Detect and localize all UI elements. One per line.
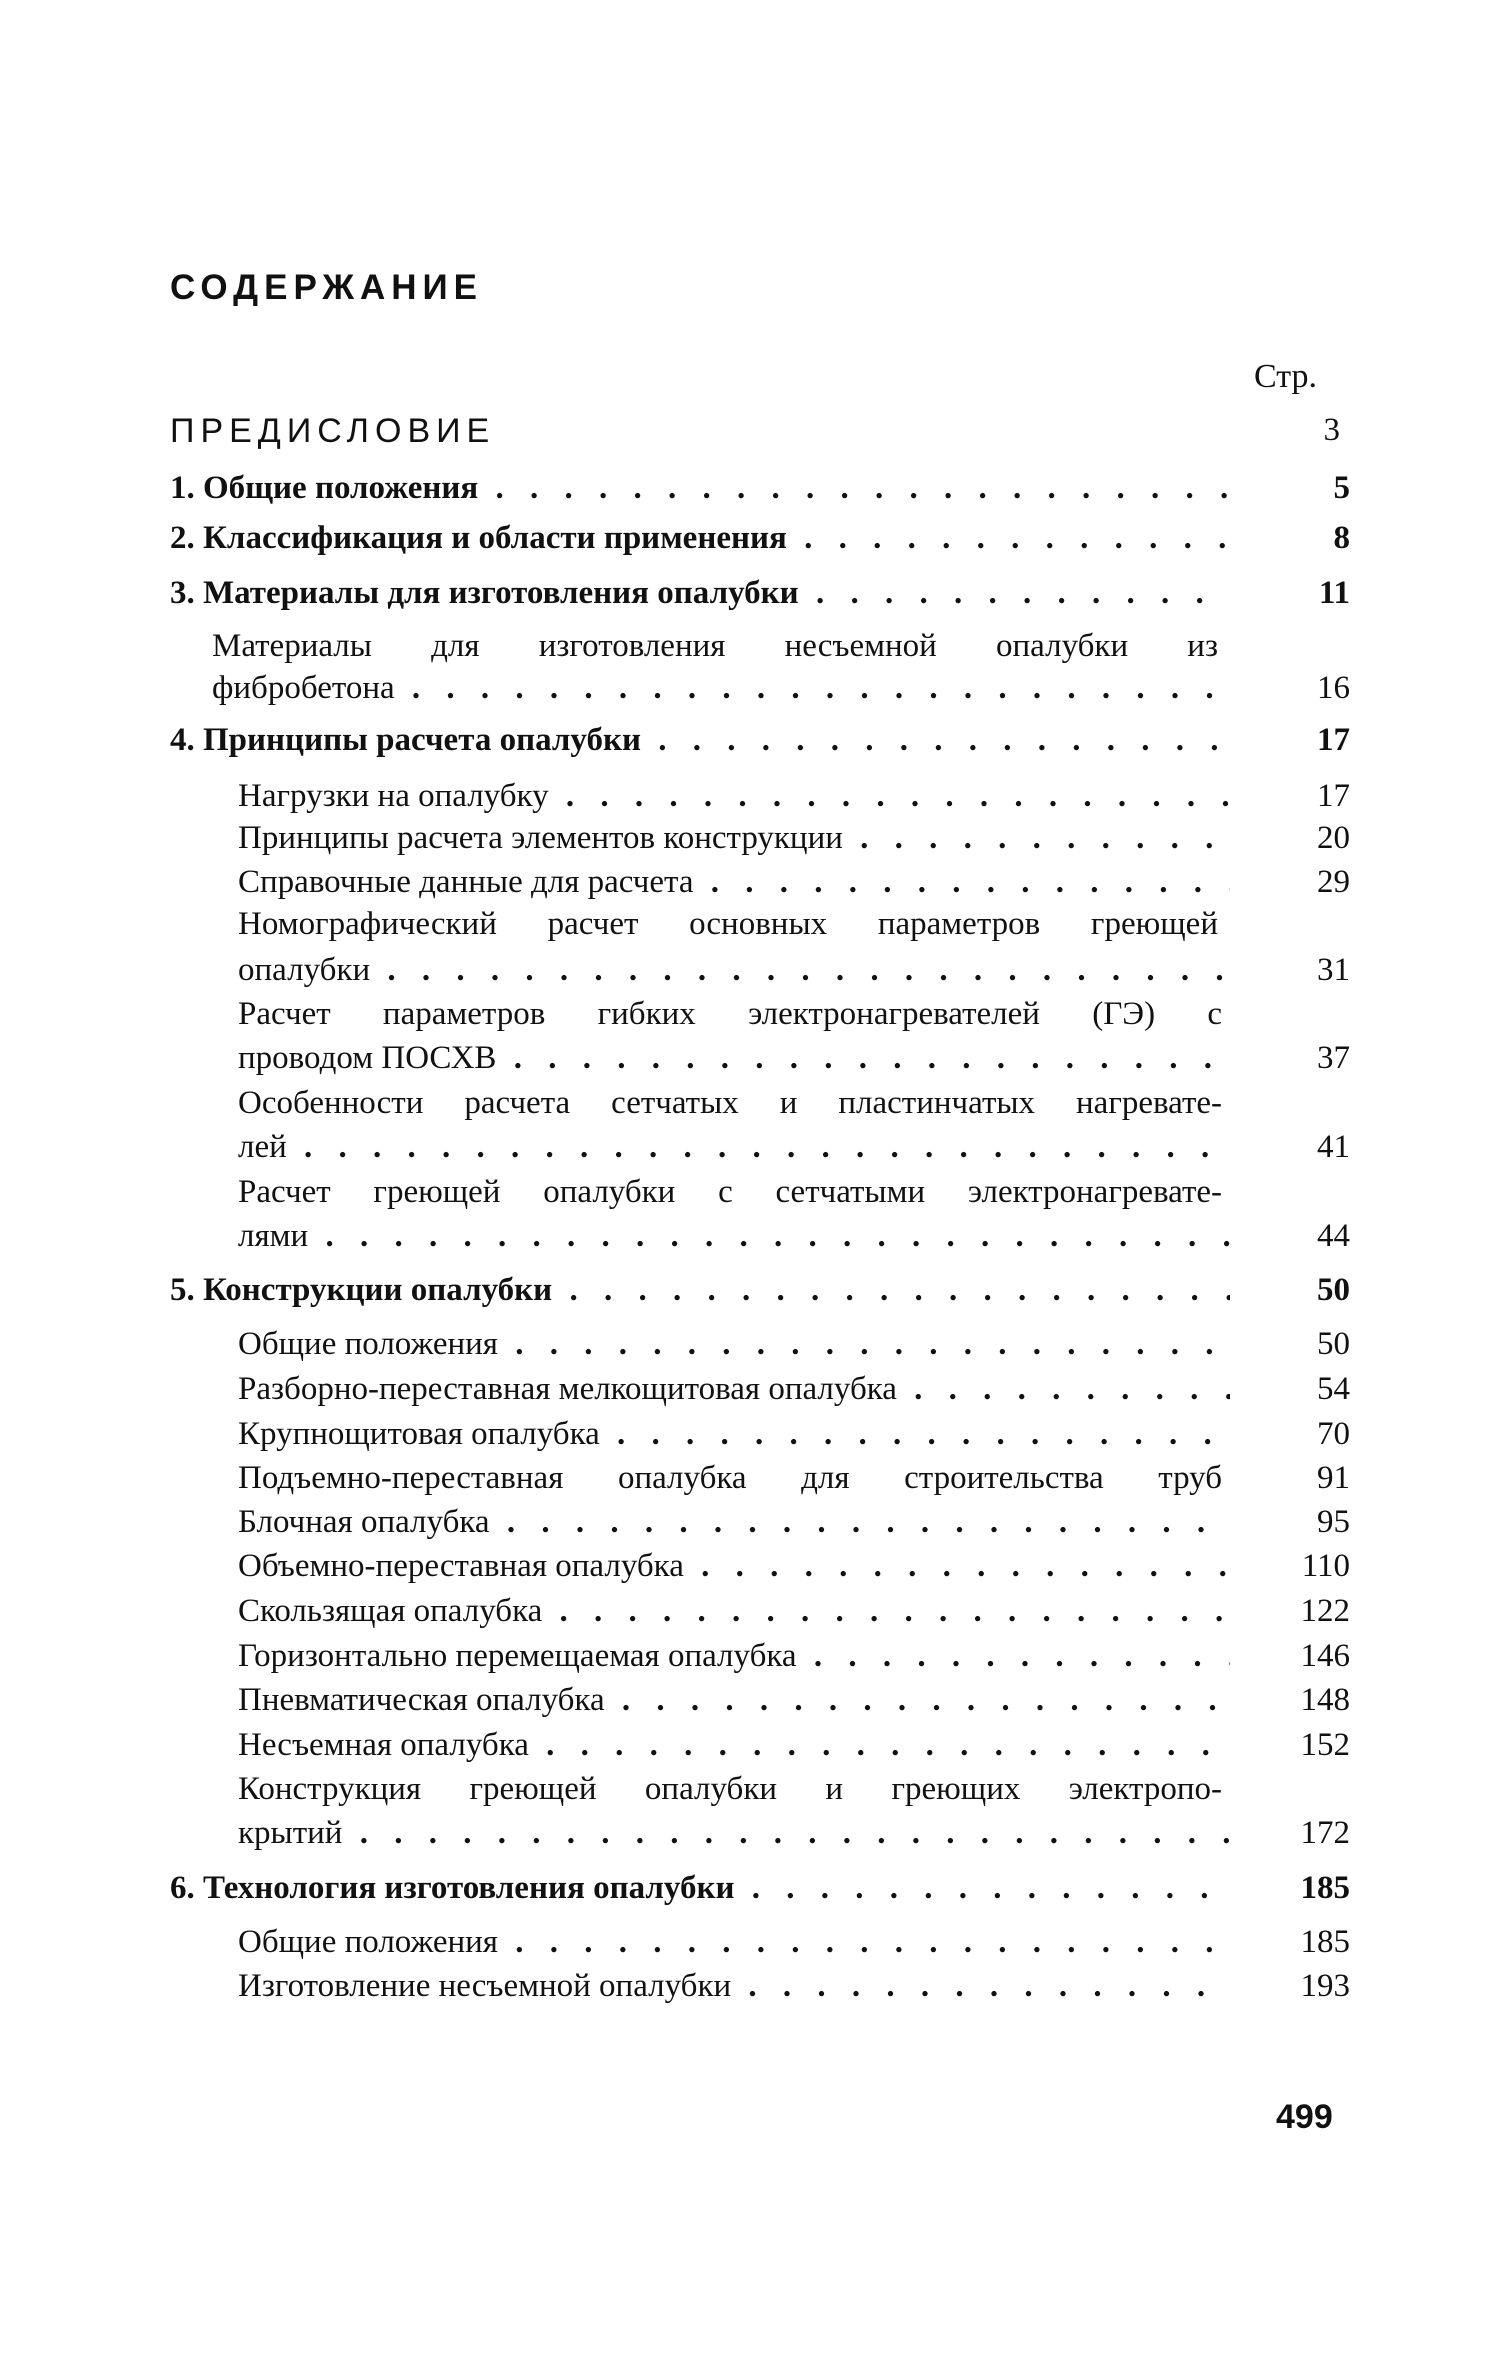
toc-entry-page: 41: [1317, 1129, 1350, 1165]
toc-entry-page: 44: [1317, 1218, 1350, 1254]
toc-entry-title: Несъемная опалубка: [238, 1727, 529, 1763]
toc-entry-title: 1. Общие положения: [170, 470, 479, 506]
toc-entry-page: 95: [1317, 1504, 1350, 1540]
toc-entry-title: Блочная опалубка: [238, 1504, 490, 1540]
toc-entry-page: 50: [1317, 1272, 1350, 1308]
toc-entry-title: 2. Классификация и области применения: [170, 520, 787, 556]
toc-entry-title: Справочные данные для расчета: [238, 864, 694, 900]
toc-entry-page: 17: [1317, 778, 1350, 814]
toc-entry-title: Нагрузки на опалубку: [238, 778, 549, 814]
toc-entry-page: 5: [1333, 470, 1350, 506]
toc-entry-title: крытий: [238, 1815, 343, 1851]
toc-entry-title: Горизонтально перемещаемая опалубка: [238, 1638, 797, 1674]
toc-entry-title-line1: Материалы для изготовления несъемной опалубки из: [212, 628, 1218, 664]
toc-entry-title: 3. Материалы для изготовления опалубки: [170, 575, 799, 611]
toc-entry-title: 4. Принципы расчета опалубки: [170, 722, 641, 758]
toc-entry-page: 31: [1317, 952, 1350, 988]
toc-entry-page: 172: [1300, 1815, 1350, 1851]
preface-entry[interactable]: [170, 412, 1350, 460]
toc-entry-page: 8: [1333, 520, 1350, 556]
toc-entry-page: 152: [1300, 1727, 1350, 1763]
toc-entry-page: 17: [1317, 722, 1350, 758]
toc-entry-title: фибробетона: [212, 670, 395, 706]
toc-entry-title: проводом ПОСХВ: [238, 1040, 497, 1076]
toc-entry-title-line1: Конструкция греющей опалубки и греющих электропо-: [238, 1771, 1222, 1807]
toc-entry-page: 50: [1317, 1326, 1350, 1362]
toc-entry-title: Подъемно-переставная опалубка для строительства труб: [238, 1460, 1222, 1496]
toc-entry-title-line1: Расчет параметров гибких электронагревателей (ГЭ) с: [238, 996, 1222, 1032]
toc-entry-title: 6. Технология изготовления опалубки: [170, 1870, 735, 1906]
toc-entry-page: 185: [1300, 1870, 1350, 1906]
toc-entry-page: 110: [1301, 1548, 1350, 1584]
toc-entry-page: 70: [1317, 1416, 1350, 1452]
toc-entry-page: 20: [1317, 820, 1350, 856]
page-number: 499: [1276, 2098, 1333, 2136]
toc-entry-page: 122: [1300, 1593, 1350, 1629]
toc-entry-title: лями: [238, 1218, 309, 1254]
toc-entry-title: Скользящая опалубка: [238, 1593, 543, 1629]
toc-entry-page: 148: [1300, 1682, 1350, 1718]
preface-page: 3: [1323, 412, 1340, 448]
toc-entry-title: Пневматическая опалубка: [238, 1682, 605, 1718]
toc-entry-title: Изготовление несъемной опалубки: [238, 1968, 732, 2004]
page-title: СОДЕРЖАНИЕ: [170, 268, 484, 307]
toc-entry-title: Общие положения: [238, 1326, 498, 1362]
preface-label: ПРЕДИСЛОВИЕ: [170, 412, 496, 450]
toc-entry-title: Принципы расчета элементов конструкции: [238, 820, 843, 856]
toc-entry-title: Общие положения: [238, 1924, 498, 1960]
toc-entry-title: Разборно-переставная мелкощитовая опалубка: [238, 1371, 897, 1407]
toc-entry-page: 91: [1317, 1460, 1350, 1496]
toc-entry-title-line1: Расчет греющей опалубки с сетчатыми электронагревате-: [238, 1174, 1222, 1210]
toc-entry-title: 5. Конструкции опалубки: [170, 1272, 553, 1308]
toc-entry-page: 193: [1300, 1968, 1350, 2004]
toc-entry-page: 185: [1300, 1924, 1350, 1960]
toc-entry-page: 29: [1317, 864, 1350, 900]
toc-entry-title-line1: Номографический расчет основных параметров греющей: [238, 906, 1218, 942]
toc-entry-title: Объемно-переставная опалубка: [238, 1548, 684, 1584]
page-column-header: Стр.: [1254, 358, 1318, 395]
toc-entry-page: 146: [1300, 1638, 1350, 1674]
toc-entry-title-line1: Особенности расчета сетчатых и пластинчатых нагревате-: [238, 1085, 1222, 1121]
toc-entry-page: 54: [1317, 1371, 1350, 1407]
toc-entry-page: 11: [1318, 575, 1350, 611]
toc-entry-page: 16: [1317, 670, 1350, 706]
toc-entry-title: опалубки: [238, 952, 371, 988]
toc-entry-title: Крупнощитовая опалубка: [238, 1416, 600, 1452]
toc-entry-title: лей: [238, 1129, 287, 1165]
toc-entry-page: 37: [1317, 1040, 1350, 1076]
